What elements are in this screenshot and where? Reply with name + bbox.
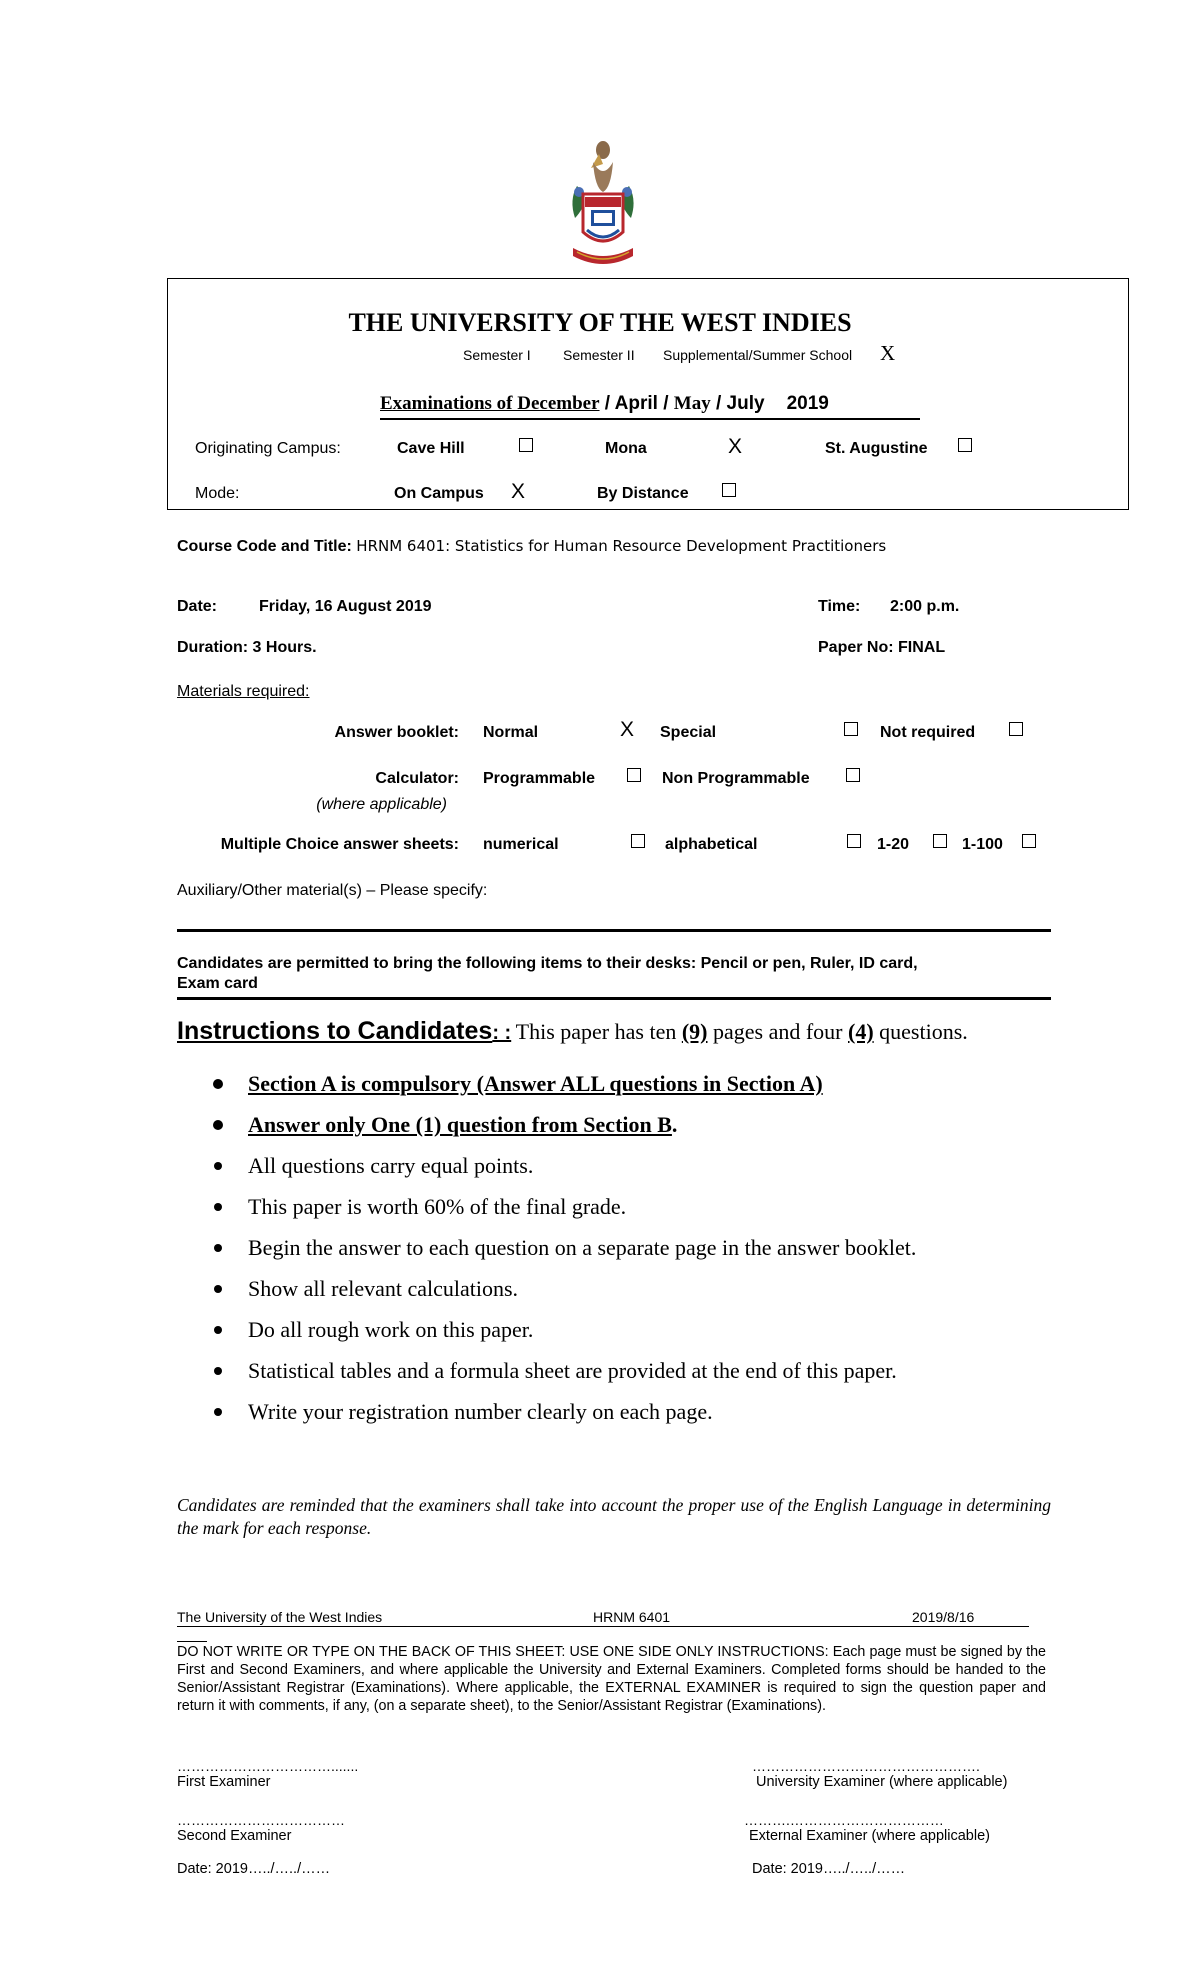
special-label: Special [660,724,717,741]
footer-date-code: 2019/8/16 [912,1609,975,1625]
exams-may: May [673,393,711,414]
special-checkbox[interactable] [844,722,858,736]
st-augustine-checkbox[interactable] [958,438,972,452]
instruction-text: Begin the answer to each question on a separate page in the answer booklet. [248,1235,917,1260]
university-examiner-label: University Examiner (where applicable) [756,1774,1008,1790]
footer-notice: DO NOT WRITE OR TYPE ON THE BACK OF THIS SHEET: USE ONE SIDE ONLY INSTRUCTIONS: Each page must be signed by the First and Second Examiners, and where applicable the University and External Examiners. Completed forms should be handed to the Senior/Assistant Registrar (Examinations). Where applicable, the EXTERNAL EXAMINER is required to sign the question paper and return it with comments, if any, (on a separate sheet), to the Senior/Assistant Registrar (Examinations). [177,1644,1046,1714]
list-item [210,1235,916,1276]
instruction-text: Show all relevant calculations. [248,1276,519,1301]
numerical-checkbox[interactable] [631,834,645,848]
list-item [210,1358,916,1399]
time-label: Time: [818,598,861,615]
list-item [210,1112,916,1153]
list-item [210,1317,916,1358]
paper-no: Paper No: FINAL [818,639,946,656]
instructions-heading-punct: : : [492,1022,512,1044]
instruction-text: Statistical tables and a formula sheet are provided at the end of this paper. [248,1358,897,1383]
mode-by-distance: By Distance [597,485,689,502]
exams-april: / April / [599,393,674,414]
non-programmable-label: Non Programmable [662,770,810,787]
mode-on-campus: On Campus [394,485,484,502]
campus-label: Originating Campus: [195,440,341,457]
course-value: HRNM 6401: Statistics for Human Resource Development Practitioners [356,537,887,555]
course-label: Course Code and Title: [177,538,352,555]
date-label: Date: [177,598,218,615]
campus-st-augustine: St. Augustine [825,440,928,457]
footer-rule-short [177,1641,207,1642]
english-reminder: Candidates are reminded that the examiners shall take into account the proper use of the English Language in determining the mark for each response. [177,1495,1051,1538]
external-examiner-dots: ……….…………………………… [744,1812,944,1828]
footer-course-code: HRNM 6401 [593,1609,671,1625]
exam-period-line [380,393,829,415]
semester-1-label: Semester I [463,347,531,363]
mode-label: Mode: [195,485,240,502]
permitted-rule [177,997,1051,1000]
first-examiner-label: First Examiner [177,1774,271,1790]
instructions-heading: Instructions to Candidates [177,1017,493,1045]
programmable-label: Programmable [483,770,596,787]
intro-questions: (4) [848,1019,874,1044]
permitted-line-1: Candidates are permitted to bring the following items to their desks: Pencil or pen, Ruler, ID card, [177,955,918,972]
university-crest-logo [563,140,643,273]
second-examiner-label: Second Examiner [177,1828,292,1844]
instruction-text: All questions carry equal points. [248,1153,534,1178]
exams-july: / July [710,393,765,414]
by-distance-checkbox[interactable] [722,483,736,497]
second-examiner-dots: ……………………………… [177,1812,345,1828]
cave-hill-checkbox[interactable] [519,438,533,452]
range-1-20-checkbox[interactable] [933,834,947,848]
university-title: THE UNIVERSITY OF THE WEST INDIES [348,308,852,337]
non-programmable-checkbox[interactable] [846,768,860,782]
instruction-text: Write your registration number clearly on each page. [248,1399,713,1424]
mc-sheets-label: Multiple Choice answer sheets: [220,836,459,853]
list-item [210,1399,916,1440]
intro-part-a: This paper has ten [515,1019,682,1044]
answer-booklet-label: Answer booklet: [334,724,459,741]
date-value: Friday, 16 August 2019 [259,598,432,615]
time-value: 2:00 p.m. [890,598,960,615]
materials-heading: Materials required: [177,683,310,700]
campus-mona: Mona [605,440,647,457]
supplemental-label: Supplemental/Summer School [663,347,853,363]
instructions-list [210,1071,916,1440]
instruction-text: Do all rough work on this paper. [248,1317,534,1342]
semester-2-label: Semester II [563,347,635,363]
list-item [210,1194,916,1235]
instruction-text: Section A is compulsory (Answer ALL questions in Section A) [248,1071,823,1096]
intro-pages: (9) [681,1019,708,1044]
permitted-line-2: Exam card [177,975,258,992]
footer-university: The University of the West Indies [177,1609,383,1625]
range-1-100-label: 1-100 [962,836,1003,853]
list-item [210,1071,916,1112]
where-applicable: (where applicable) [316,796,447,813]
first-date-line: Date: 2019…../…../…… [177,1861,331,1877]
auxiliary-label: Auxiliary/Other material(s) – Please specify: [177,882,488,899]
auxiliary-rule [177,929,1051,932]
course-line [177,537,886,556]
on-campus-mark: X [511,480,526,503]
second-date-line: Date: 2019…../…../…… [752,1861,906,1877]
list-item [210,1153,916,1194]
programmable-checkbox[interactable] [627,768,641,782]
alphabetical-checkbox[interactable] [847,834,861,848]
instruction-text: Answer only One (1) question from Section B [248,1112,672,1137]
calculator-label: Calculator: [375,770,459,787]
campus-cave-hill: Cave Hill [397,440,465,457]
intro-part-c: pages and four [707,1019,848,1044]
first-examiner-dots: ……………………………....... [177,1758,359,1774]
exams-of-december: Examinations of December [380,393,600,414]
exams-year: 2019 [786,393,829,414]
alphabetical-label: alphabetical [665,836,758,853]
university-examiner-dots: …………………………………………. [752,1758,980,1774]
numerical-label: numerical [483,836,559,853]
normal-label: Normal [483,724,539,741]
range-1-20-label: 1-20 [877,836,910,853]
exam-period-underline [380,418,920,420]
normal-mark: X [620,718,635,741]
not-required-checkbox[interactable] [1009,722,1023,736]
intro-part-e: questions. [873,1019,968,1044]
not-required-label: Not required [880,724,976,741]
duration: Duration: 3 Hours. [177,639,317,656]
instruction-text: This paper is worth 60% of the final grade. [248,1194,627,1219]
external-examiner-label: External Examiner (where applicable) [749,1828,990,1844]
supplemental-mark: X [880,341,896,365]
range-1-100-checkbox[interactable] [1022,834,1036,848]
footer-rule [177,1626,1029,1627]
list-item [210,1276,916,1317]
instruction-suffix: . [671,1112,678,1137]
instructions-heading-line [177,1017,968,1046]
instructions-intro [516,1019,968,1044]
mona-mark: X [728,435,743,458]
